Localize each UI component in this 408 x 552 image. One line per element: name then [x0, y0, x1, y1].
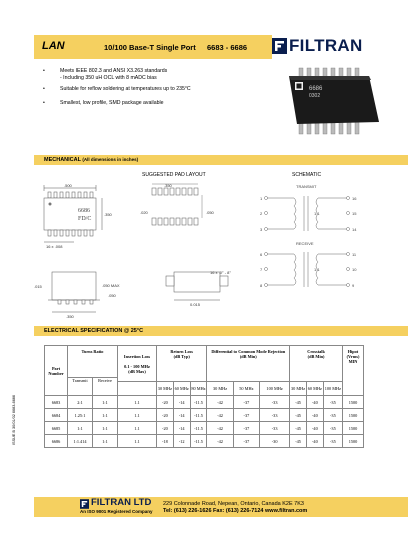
col-header-crosstalk: [290, 346, 343, 382]
cell: -11.5: [190, 435, 207, 448]
col-header-hipot: [343, 346, 364, 396]
dim-label: 0.015: [190, 302, 201, 307]
freq-cell: 60 MHz: [306, 382, 323, 396]
cell: -37: [233, 409, 259, 422]
cell: -35: [323, 396, 342, 409]
dim-label: 16 x .0° - 8°: [210, 270, 231, 275]
filtran-logo-icon: [272, 38, 287, 54]
dim-label: .015: [34, 284, 42, 289]
col-header-diff: [207, 346, 290, 382]
table-row: [45, 435, 364, 448]
footer-contact: Tel: (613) 226-1626 Fax: (613) 226-7124 www.filtran.com: [163, 508, 308, 514]
ratio-label: 1:1: [314, 211, 320, 216]
freq-cell: 100 MHz: [323, 382, 342, 396]
cell: -11.5: [190, 409, 207, 422]
crosstalk-title: Crosstalk: [307, 349, 325, 354]
schematic-label: SCHEMATIC: [292, 172, 322, 178]
cell: 6685: [45, 422, 68, 435]
cell: -20: [157, 409, 174, 422]
insertion-unit: (dB Max): [128, 368, 146, 374]
filtran-logo: [272, 35, 408, 59]
crosstalk-unit: (dB Min): [307, 354, 325, 359]
pin-label: 14: [352, 227, 357, 232]
chip-photo: [285, 66, 383, 136]
freq-cell: 100 MHz: [260, 382, 290, 396]
cell: -45: [290, 435, 307, 448]
insertion-title: Insertion Loss: [123, 353, 151, 359]
cell: -40: [306, 409, 323, 422]
col-header-return: [157, 346, 207, 382]
pin-label: 2: [260, 211, 263, 216]
insertion-blank: [118, 382, 157, 396]
cell: 1500: [343, 435, 364, 448]
cell: -18: [157, 435, 174, 448]
dim-label: .050: [206, 210, 214, 215]
hipot-title: Hipot: [347, 349, 359, 354]
col-header-receive: Receive: [93, 378, 118, 396]
freq-cell: 30 MHz: [290, 382, 307, 396]
chip-marking-1: 6686: [309, 86, 323, 92]
pad-layout-label: SUGGESTED PAD LAYOUT: [142, 172, 206, 178]
cell: 1:1.414: [68, 435, 93, 448]
table-row: [45, 409, 364, 422]
cell: 6683: [45, 396, 68, 409]
pad-layout-diagram: [140, 182, 230, 232]
cell: -33: [260, 409, 290, 422]
receive-label: RECEIVE: [296, 241, 314, 246]
cell: -33: [260, 422, 290, 435]
bullet-icon: •: [43, 68, 45, 74]
package-side-views: [34, 262, 254, 322]
dim-label: 16 x .008: [46, 244, 63, 249]
product-subtitle: 10/100 Base-T Single Port: [104, 43, 196, 52]
pin-label: 3: [260, 227, 263, 232]
cell: -33: [260, 396, 290, 409]
mechanical-title-text: MECHANICAL: [44, 157, 81, 163]
cell: -40: [306, 396, 323, 409]
cell: -42: [207, 396, 233, 409]
part-text: FD/C: [78, 216, 92, 222]
dim-label: .500: [64, 183, 72, 188]
cell: 6684: [45, 409, 68, 422]
cell: -11.5: [190, 396, 207, 409]
pin-label: 1: [260, 196, 263, 201]
freq-cell: 50 MHz: [233, 382, 259, 396]
col-header-part: Part Number: [45, 346, 68, 396]
footer-address: 229 Colonnade Road, Nepean, Ontario, Canada K2E 7K3: [163, 501, 304, 507]
filtran-logo-icon: [80, 499, 89, 509]
electrical-spec-table: [44, 345, 364, 448]
freq-cell: 30 MHz: [157, 382, 174, 396]
pin-label: 11: [352, 252, 357, 257]
hipot-min: MIN: [348, 359, 358, 364]
cell: -42: [207, 435, 233, 448]
pin-label: 15: [352, 211, 357, 216]
hipot-unit: (Vrms): [346, 354, 360, 359]
schematic-diagram: [256, 180, 366, 295]
freq-cell: 60 MHz: [173, 382, 190, 396]
part-range: 6683 - 6686: [207, 43, 248, 52]
pin-label: 8: [260, 283, 263, 288]
cell: 1500: [343, 409, 364, 422]
diff-title: Differential to Common Mode Rejection: [211, 349, 286, 354]
cell: -40: [306, 422, 323, 435]
feature-text: Smallest, low profile, SMD package available: [60, 100, 164, 106]
package-top-view: [34, 182, 134, 252]
freq-cell: 80 MHz: [190, 382, 207, 396]
insertion-sub: 0.1 - 100 MHz: [124, 363, 150, 369]
cell: 1.25:1: [68, 409, 93, 422]
brand-name: FILTRAN: [289, 36, 363, 55]
cell: 1:1: [93, 396, 118, 409]
cell: 1500: [343, 396, 364, 409]
dim-label: .350: [104, 212, 112, 217]
part-text: 6686: [78, 208, 90, 214]
cell: -14: [173, 409, 190, 422]
cell: 1:1: [68, 422, 93, 435]
cell: -35: [323, 409, 342, 422]
pin-label: 6: [260, 252, 263, 257]
cell: 6686: [45, 435, 68, 448]
chip-marking-2: 0302: [309, 93, 321, 99]
cell: -30: [260, 435, 290, 448]
dim-label: .350: [164, 183, 172, 188]
pin-label: 9: [352, 283, 355, 288]
col-header-insertion: [118, 346, 157, 382]
pin-label: 10: [352, 267, 357, 272]
transmit-label: TRANSMIT: [296, 184, 317, 189]
mechanical-note: (All dimensions in inches): [82, 157, 139, 162]
return-title: Return Loss: [170, 349, 193, 354]
pin-label: 16: [352, 196, 357, 201]
dim-label: .050: [108, 293, 116, 298]
cell: 1:1: [93, 409, 118, 422]
cell: -37: [233, 396, 259, 409]
issue-note: ISSUE B 30/01/02 6683-6686: [12, 394, 16, 445]
electrical-title: ELECTRICAL SPECIFICATION @ 25°C: [44, 328, 144, 334]
dim-label: .050 MAX: [102, 283, 120, 288]
cell: 2:1: [68, 396, 93, 409]
series-title: LAN: [42, 40, 65, 52]
cell: -20: [157, 396, 174, 409]
cell: 1.1: [118, 435, 157, 448]
bullet-icon: •: [43, 100, 45, 106]
cell: -45: [290, 396, 307, 409]
cell: -14: [173, 396, 190, 409]
cell: -45: [290, 409, 307, 422]
cell: 1.1: [118, 422, 157, 435]
feature-text: Suitable for reflow soldering at temperatures up to 235°C: [60, 86, 191, 92]
col-header-transmit: Transmit: [68, 378, 93, 396]
cell: -20: [157, 422, 174, 435]
dim-label: .350: [66, 314, 74, 319]
cell: -40: [306, 435, 323, 448]
cell: 1:1: [93, 435, 118, 448]
diff-unit: (dB Min): [239, 354, 257, 359]
freq-cell: 30 MHz: [207, 382, 233, 396]
col-header-turns: Turns Ratio: [68, 346, 118, 378]
ratio-label: 1:1: [314, 267, 320, 272]
cell: -37: [233, 435, 259, 448]
pin-label: 7: [260, 267, 263, 272]
table-row: [45, 422, 364, 435]
cell: 1.1: [118, 409, 157, 422]
cell: -35: [323, 422, 342, 435]
return-unit: (dB Typ): [173, 354, 190, 359]
cell: -14: [173, 422, 190, 435]
cell: -42: [207, 409, 233, 422]
cell: -12: [173, 435, 190, 448]
cell: -11.5: [190, 422, 207, 435]
dim-label: .020: [140, 210, 148, 215]
feature-text: Meets IEEE 802.3 and ANSI X3.263 standards - Including 350 uH OCL with 8 mADC bias: [60, 68, 168, 81]
footer-brand: FILTRAN LTD: [91, 497, 152, 508]
cell: -35: [323, 435, 342, 448]
iso-note: An ISO 9001 Registered Company: [80, 509, 153, 514]
cell: 1500: [343, 422, 364, 435]
cell: -45: [290, 422, 307, 435]
cell: -42: [207, 422, 233, 435]
cell: 1:1: [93, 422, 118, 435]
cell: -37: [233, 422, 259, 435]
table-row: [45, 396, 364, 409]
cell: 1.1: [118, 396, 157, 409]
bullet-icon: •: [43, 86, 45, 92]
mechanical-title: [44, 155, 138, 165]
